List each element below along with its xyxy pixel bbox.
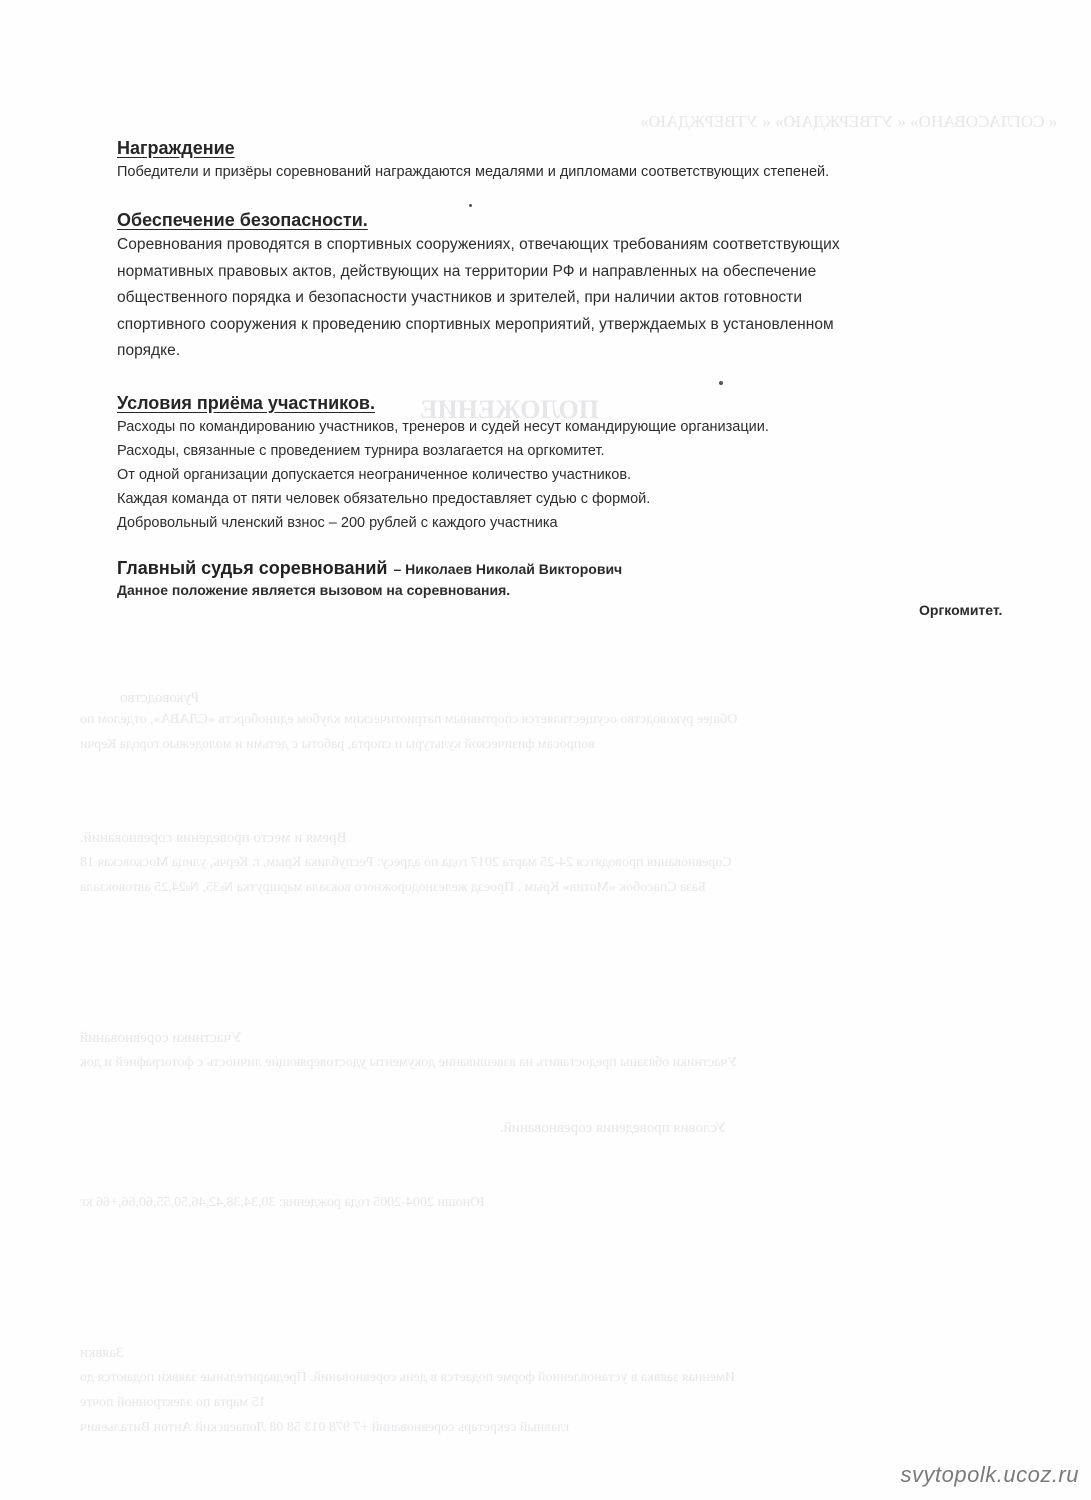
safety-text-line: Соревнования проводятся в спортивных сооружениях, отвечающих требованиям соответствующих: [117, 236, 840, 253]
awards-section: [117, 136, 1017, 184]
bleed-through: База Спасобок «Мотив» Крым . Проезд железнодорожного вокзала маршрутка №35, №24,25 автовокзала: [80, 880, 707, 895]
admission-text-line: Расходы по командированию участников, тренеров и судей несут командирующие организации.: [117, 418, 769, 435]
bleed-through: Юноши 2004-2005 года рождения: 30,34,38,42,46,50,55,60,66,+66 кг: [80, 1195, 485, 1210]
bleed-through: Соревнования проводятся 24-25 марта 2017 года по адресу: Республика Крым, г. Керчь, улица Московская 18: [80, 855, 732, 870]
bleed-through: Общее руководство осуществляется спортивным патриотическим клубом единоборств «СЛАВА», отделом по: [80, 712, 738, 727]
bleed-through: Время и место проведения соревнований.: [80, 830, 347, 846]
admission-text-line: Каждая команда от пяти человек обязательно предоставляет судью с формой.: [117, 490, 651, 507]
awards-text: Победители и призёры соревнований награждаются медалями и дипломами соответствующих степеней.: [117, 164, 830, 180]
admission-text-line: Расходы, связанные с проведением турнира возлагается на оргкомитет.: [117, 442, 605, 459]
bleed-through: Условия проведения соревнований.: [500, 1120, 726, 1136]
chief-judge: [117, 558, 1017, 579]
bleed-through: Именная заявка в установленной форме подается в день соревнований. Предварительные заявки подаются до: [80, 1370, 735, 1385]
chief-judge-name: – Николаев Николай Викторович: [393, 560, 623, 577]
site-watermark: svytopolk.ucoz.ru: [900, 1462, 1079, 1487]
bleed-through: Руководство: [120, 690, 200, 706]
document-content: [117, 136, 1017, 601]
safety-text-line: нормативных правовых актов, действующих на территории РФ и направленных на обеспечение: [117, 262, 817, 280]
safety-text-line: спортивного сооружения к проведению спортивных мероприятий, утверждаемых в установленном: [117, 315, 834, 333]
bleed-through: Заявки: [80, 1345, 124, 1361]
invitation-note: Данное положение является вызовом на соревнования.: [117, 581, 511, 598]
bleed-through: Участники соревнований: [80, 1030, 242, 1046]
safety-heading: Обеспечение безопасности.: [117, 210, 368, 230]
admission-text-line: От одной организации допускается неограниченное количество участников.: [117, 466, 632, 483]
bleed-through: главный секретарь соревнований +7 978 013 58 08 Лопаевский Антон Витальевич: [80, 1420, 570, 1435]
safety-text-line: порядке.: [117, 342, 181, 359]
safety-text-line: общественного порядка и безопасности участников и зрителей, при наличии актов готовности: [117, 289, 803, 306]
chief-judge-label: Главный судья соревнований: [117, 557, 388, 578]
bleed-through: вопросам физической культуры и спорта, работы с детьми и молодежью города Керчи: [80, 737, 595, 752]
organizing-committee-signature: Оргкомитет.: [919, 602, 1003, 618]
awards-heading: Награждение: [117, 138, 235, 158]
bleed-through: 15 марта по электронной почте: [80, 1395, 266, 1410]
bleed-through: ПОЛОЖЕНИЕ: [420, 395, 599, 424]
admission-heading: Условия приёма участников.: [117, 392, 376, 413]
admission-section: [117, 391, 1017, 535]
safety-section: [117, 208, 1017, 365]
bleed-through: « СОГЛАСОВАНО» « УТВЕРЖДАЮ» « УТВЕРЖДАЮ»: [640, 112, 1058, 131]
bleed-through: Участники обязаны предоставить на взвешивание документы удостоверяющие личность с фотографией и док: [80, 1055, 738, 1070]
admission-text-line: Добровольный членский взнос – 200 рублей с каждого участника: [117, 514, 558, 531]
